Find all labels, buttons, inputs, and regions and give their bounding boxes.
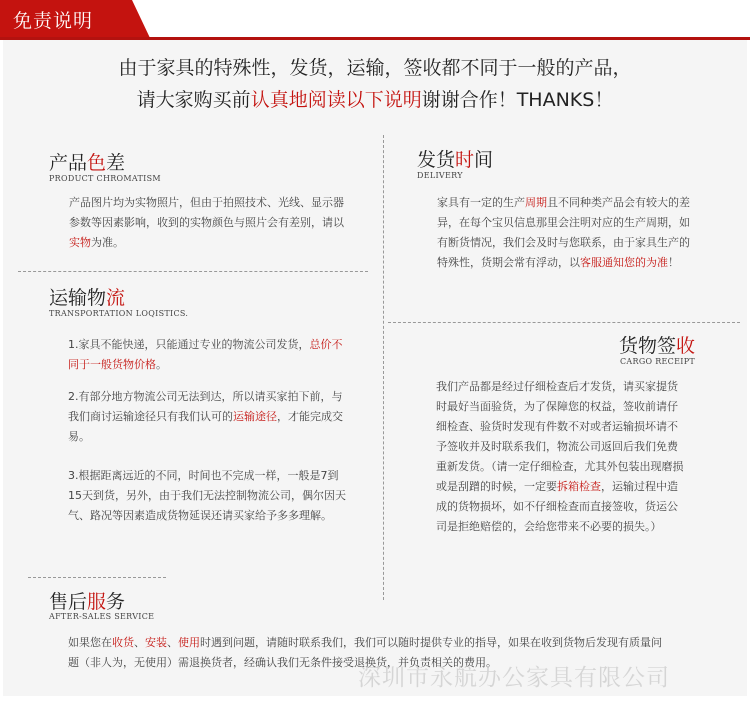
logistics-subtitle: TRANSPORTATION LOQISTICS. bbox=[49, 309, 189, 318]
divider-chromatism bbox=[18, 271, 368, 272]
intro-line-2-pre: 请大家购买前 bbox=[136, 89, 251, 111]
logistics-title: 运输物流 bbox=[49, 287, 126, 309]
logistics-item-1: 1.家具不能快递，只能通过专业的物流公司发货，总价不同于一般货物价格。 bbox=[68, 338, 343, 371]
chromatism-title: 产品色差 bbox=[49, 152, 126, 174]
divider-logistics bbox=[28, 577, 166, 578]
intro-line-2-post: 谢谢合作！THANKS！ bbox=[421, 89, 614, 111]
logistics-item-2: 2.有部分地方物流公司无法到达，所以请买家拍下前，与我们商讨运输途径只有我们认可的运输途径，才能完成交易。 bbox=[68, 390, 343, 443]
chromatism-text: 产品图片均为实物照片，但由于拍照技术、光线、显示器参数等因素影响，收到的实物颜色与照片会有差别，请以实物为准。 bbox=[69, 196, 344, 249]
intro-line-1: 由于家具的特殊性，发货，运输，签收都不同于一般的产品， bbox=[118, 57, 632, 79]
divider-delivery bbox=[388, 322, 740, 323]
delivery-title: 发货时间 bbox=[417, 149, 494, 171]
aftersales-subtitle: AFTER-SALES SERVICE bbox=[49, 612, 155, 621]
receipt-text: 我们产品都是经过仔细检查后才发货，请买家提货时最好当面验货，为了保障您的权益，签收前请仔细检查、验货时发现有件数不对或者运输损坏请不予签收并及时联系我们，物流公司返回后我们免费重新发货。（请一定仔细检查，尤其外包装出现磨损或是刮蹭的时候，一定要拆箱检查，运输过程中造成的货物损坏，如不仔细检查而直接签收，货运公司是拒绝赔偿的，会给您带来不必要的损失。） bbox=[436, 380, 684, 533]
delivery-subtitle: DELIVERY bbox=[417, 171, 463, 180]
intro-line-2 bbox=[0, 85, 750, 112]
delivery-text: 家具有一定的生产周期且不同种类产品会有较大的差异，在每个宝贝信息那里会注明对应的生产周期，如有断货情况，我们会及时与您联系，由于家具生产的特殊性，货期会常有浮动，以客服通知您的为准！ bbox=[437, 196, 690, 269]
watermark-text: 深圳市永航办公家具有限公司 bbox=[358, 665, 670, 691]
aftersales-title: 售后服务 bbox=[49, 591, 126, 613]
receipt-title: 货物签收 bbox=[619, 335, 696, 357]
intro-line-2-highlight: 认真地阅读以下说明 bbox=[250, 89, 422, 111]
header-bar bbox=[0, 0, 750, 40]
chromatism-subtitle: PRODUCT CHROMATISM bbox=[49, 174, 161, 183]
vertical-divider bbox=[383, 135, 384, 600]
logistics-item-3: 3.根据距离远近的不同，时间也不完成一样，一般是7到15天到货，另外，由于我们无法控制物流公司，偶尔因天气、路况等因素造成货物延误还请买家给予多多理解。 bbox=[68, 469, 346, 522]
receipt-subtitle: CARGO RECEIPT bbox=[620, 357, 696, 366]
aftersales-text: 如果您在收货、安装、使用时遇到问题，请随时联系我们，我们可以随时提供专业的指导，如果在收到货物后发现有质量问题（非人为，无使用）需退换货者，经确认我们无条件接受退换货，并负责相关的费用。 bbox=[68, 636, 662, 669]
header-title: 免责说明 bbox=[13, 10, 94, 32]
